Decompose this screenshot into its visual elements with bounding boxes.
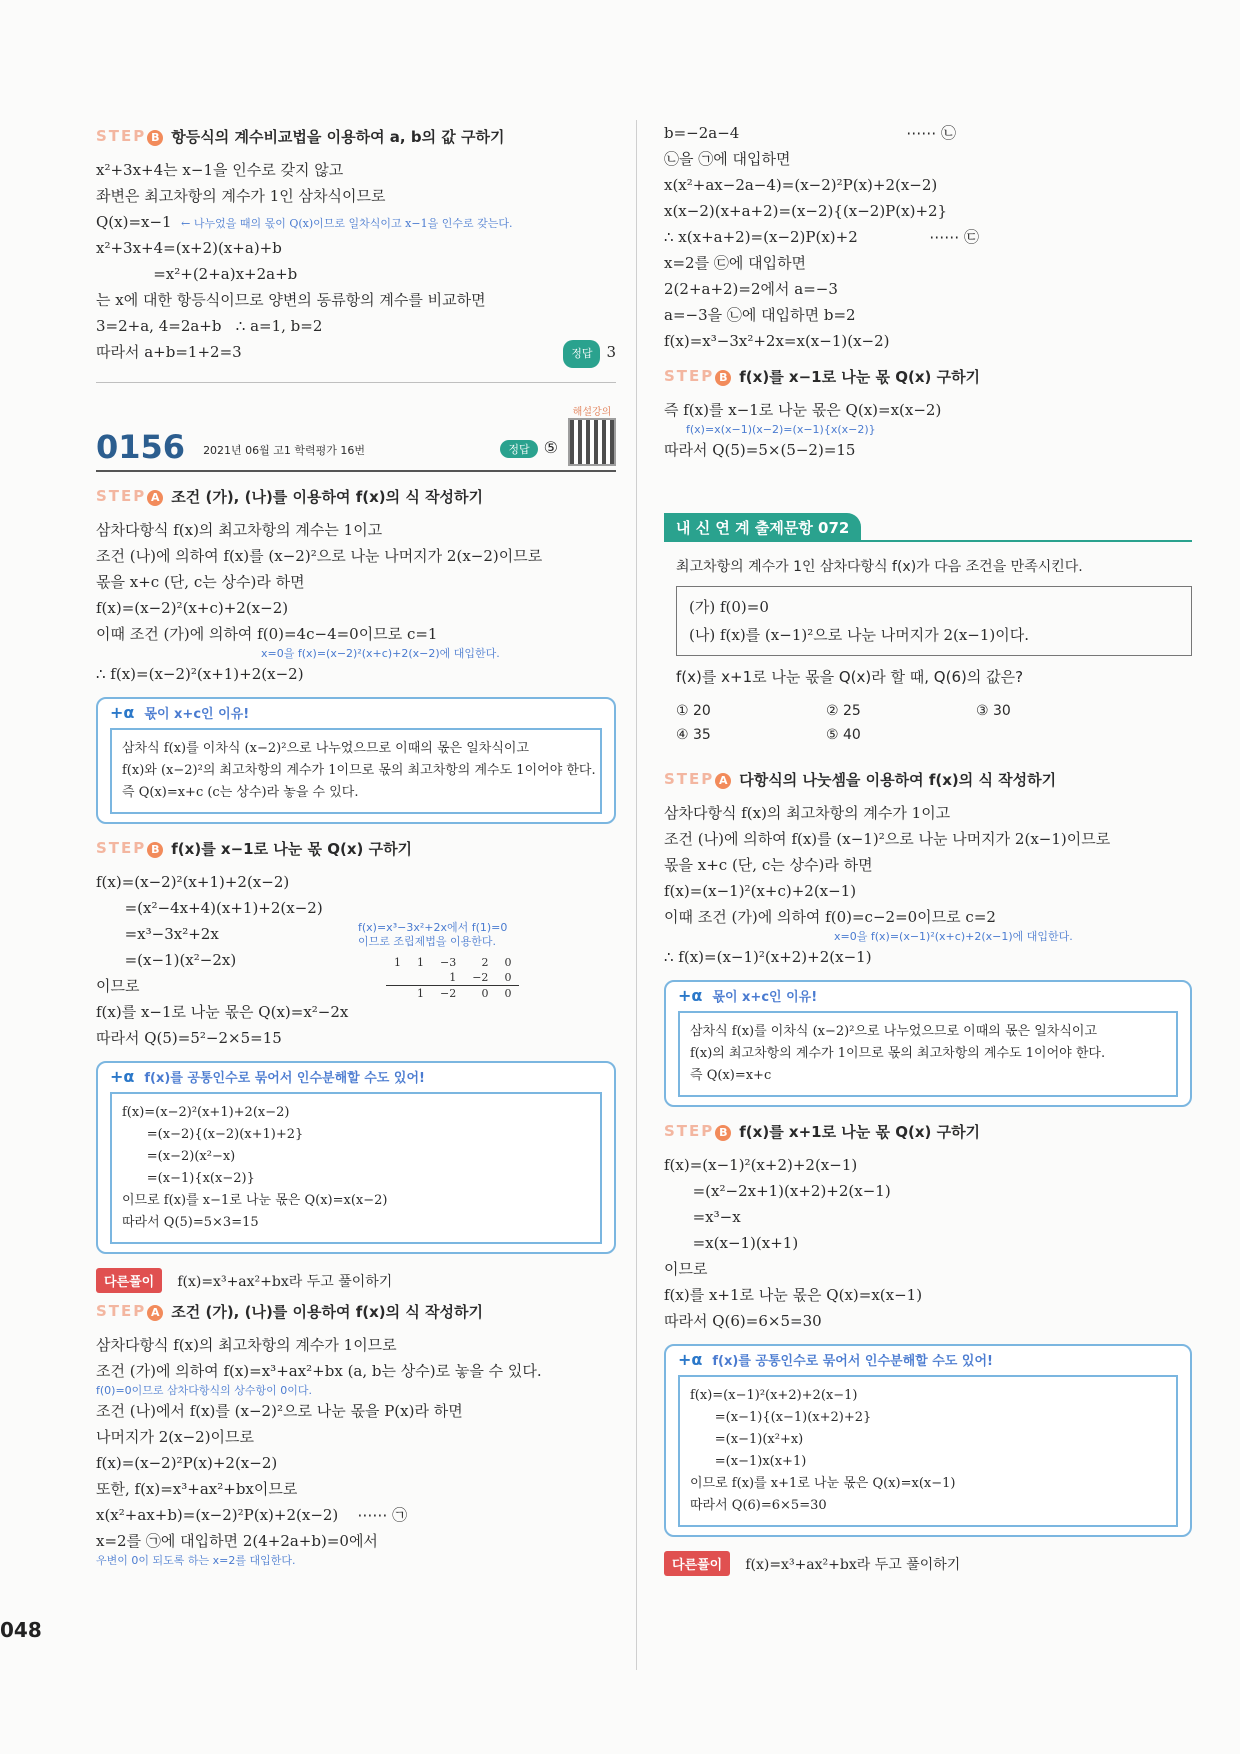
- step-tag: STEP B: [664, 367, 731, 386]
- tip-box: [96, 1061, 616, 1254]
- solution-note: x=0을 f(x)=(x−1)²(x+c)+2(x−1)에 대입한다.: [834, 930, 1073, 943]
- solution-line: 이므로: [96, 977, 140, 995]
- right-column: [664, 120, 1192, 1590]
- solution-line: 몫을 x+c (단, c는 상수)라 하면: [96, 573, 305, 591]
- prev-note: ← 나누었을 때의 몫이 Q(x)이므로 일차식이고 x−1을 인수로 갖는다.: [181, 217, 513, 230]
- alt-solution-header: [96, 1268, 616, 1293]
- solution-line: ∴ f(x)=(x−1)²(x+2)+2(x−1): [664, 948, 872, 966]
- tip-head: +α f(x)를 공통인수로 묶어서 인수분해할 수도 있어!: [110, 1067, 425, 1086]
- solution-line: f(x)=(x−2)²P(x)+2(x−2): [96, 1454, 278, 1472]
- solution-line: =(x²−4x+4)(x+1)+2(x−2): [96, 899, 323, 917]
- step-tag: STEP A: [96, 1302, 163, 1321]
- solution-line: f(x)=(x−1)²(x+2)+2(x−1): [664, 1156, 858, 1174]
- solution-line: 이므로: [664, 1260, 708, 1278]
- solution-line: 삼차다항식 f(x)의 최고차항의 계수가 1이고: [664, 804, 951, 822]
- step-title: 조건 (가), (나)를 이용하여 f(x)의 식 작성하기: [171, 1303, 483, 1321]
- alt-step-a-header: [96, 1301, 616, 1322]
- solution-line: 따라서 Q(5)=5×(5−2)=15: [664, 441, 856, 459]
- column-divider: [636, 120, 637, 1670]
- solution-line: 2(2+a+2)=2에서 a=−3: [664, 280, 838, 298]
- alt-title: f(x)=x³+ax²+bx라 두고 풀이하기: [177, 1274, 393, 1290]
- solution-line: b=−2a−4 ⋯⋯ ㉡: [664, 124, 956, 142]
- plus-alpha-icon: +α: [110, 703, 135, 722]
- prev-line: 는 x에 대한 항등식이므로 양변의 동류항의 계수를 비교하면: [96, 291, 486, 309]
- solution-line: f(x)를 x+1로 나눈 몫은 Q(x)=x(x−1): [664, 1286, 923, 1304]
- solution-note: f(0)=0이므로 삼차다항식의 상수항이 0이다.: [96, 1384, 313, 1397]
- solution-line: =x³−3x²+2x: [96, 925, 219, 943]
- problem-header: [96, 403, 616, 472]
- prev-line: 3=2+a, 4=2a+b ∴ a=1, b=2: [96, 317, 323, 335]
- problem-source: 2021년 06월 고1 학력평가 16번: [203, 444, 366, 457]
- tip-box: [96, 697, 616, 824]
- tip-body: f(x)=(x−1)²(x+2)+2(x−1) =(x−1){(x−1)(x+2)+2} =(x−1)(x²+x) =(x−1)x(x+1) 이므로 f(x)를 x+1로 나눈 몫은 Q(x)=x(x−1) 따라서 Q(6)=6×5=30: [678, 1375, 1178, 1527]
- solution-line: x=2를 ㉢에 대입하면: [664, 254, 807, 272]
- solution-line: =x³−x: [664, 1208, 741, 1226]
- solution-line: =(x−1)(x²−2x): [96, 951, 237, 969]
- choice[interactable]: ③ 30: [976, 703, 1011, 719]
- step-a-header: [96, 486, 616, 507]
- step-title: f(x)를 x−1로 나눈 몫 Q(x) 구하기: [171, 840, 413, 858]
- tip-body: 삼차식 f(x)를 이차식 (x−2)²으로 나누었으므로 이때의 몫은 일차식이고 f(x)와 (x−2)²의 최고차항의 계수가 1이므로 몫의 최고차항의 계수도 1이어야 한다. 즉 Q(x)=x+c (c는 상수)라 놓을 수 있다.: [110, 728, 602, 814]
- solution-line: 조건 (나)에 의하여 f(x)를 (x−1)²으로 나눈 나머지가 2(x−1)이므로: [664, 830, 1111, 848]
- solution-line: 삼차다항식 f(x)의 최고차항의 계수는 1이고: [96, 521, 383, 539]
- answer-choices: [676, 699, 1192, 747]
- solution-line: f(x)=x³−3x²+2x=x(x−1)(x−2): [664, 332, 890, 350]
- solution-line: ∴ f(x)=(x−2)²(x+1)+2(x−2): [96, 665, 304, 683]
- step-b-header: [664, 366, 1192, 387]
- solution-line: 이때 조건 (가)에 의하여 f(0)=4c−4=0이므로 c=1: [96, 625, 438, 643]
- solution-line: 이때 조건 (가)에 의하여 f(0)=c−2=0이므로 c=2: [664, 908, 996, 926]
- answer-badge: 정답 3: [563, 339, 616, 368]
- answer-badge: 정답 ⑤: [500, 438, 558, 458]
- solution-line: 따라서 Q(6)=6×5=30: [664, 1312, 822, 1330]
- page-number: 048: [0, 1618, 42, 1642]
- solution-line: 삼차다항식 f(x)의 최고차항의 계수가 1이므로: [96, 1336, 397, 1354]
- step-title: f(x)를 x−1로 나눈 몫 Q(x) 구하기: [739, 368, 981, 386]
- solution-line: f(x)=(x−2)²(x+1)+2(x−2): [96, 873, 290, 891]
- related-ask: f(x)를 x+1로 나눈 몫을 Q(x)라 할 때, Q(6)의 값은?: [676, 668, 1024, 686]
- tip-box: [664, 980, 1192, 1107]
- solution-line: 조건 (나)에서 f(x)를 (x−2)²으로 나눈 몫을 P(x)라 하면: [96, 1402, 463, 1420]
- prev-line: x²+3x+4는 x−1을 인수로 갖지 않고: [96, 161, 344, 179]
- prev-step-b-header: [96, 126, 616, 147]
- step-tag: STEP B: [96, 839, 163, 858]
- step-title: 다항식의 나눗셈을 이용하여 f(x)의 식 작성하기: [739, 771, 1057, 789]
- related-label: 내 신 연 계 출제문항 072: [664, 513, 861, 542]
- section-rule: [96, 382, 616, 383]
- related-problem-header: [664, 513, 1192, 542]
- solution-note: x=0을 f(x)=(x−2)²(x+c)+2(x−2)에 대입한다.: [261, 647, 500, 660]
- conditions-box: (가) f(0)=0 (나) f(x)를 (x−1)²으로 나눈 나머지가 2(x−1)이다.: [676, 586, 1192, 656]
- tip-head: +α 몫이 x+c인 이유!: [110, 703, 250, 722]
- alt-label: 다른풀이: [96, 1268, 162, 1293]
- step-title: f(x)를 x+1로 나눈 몫 Q(x) 구하기: [739, 1123, 981, 1141]
- solution-line: 나머지가 2(x−2)이므로: [96, 1428, 255, 1446]
- solution-line: f(x)=(x−2)²(x+c)+2(x−2): [96, 599, 289, 617]
- solution-note: f(x)=x(x−1)(x−2)=(x−1){x(x−2)}: [686, 423, 876, 436]
- solution-line: 조건 (가)에 의하여 f(x)=x³+ax²+bx (a, b는 상수)로 놓을 수 있다.: [96, 1362, 542, 1380]
- step-tag: STEP A: [664, 770, 731, 789]
- problem-number: 0156: [96, 428, 186, 466]
- choice[interactable]: ⑤ 40: [826, 727, 861, 743]
- solution-line: 조건 (나)에 의하여 f(x)를 (x−2)²으로 나눈 나머지가 2(x−2)이므로: [96, 547, 543, 565]
- solution-line: ㉡을 ㉠에 대입하면: [664, 150, 791, 168]
- solution-line: =(x²−2x+1)(x+2)+2(x−1): [664, 1182, 891, 1200]
- step-tag: STEP B: [664, 1122, 731, 1141]
- solution-line: x=2를 ㉠에 대입하면 2(4+2a+b)=0에서: [96, 1532, 378, 1550]
- alt-solution-header: [664, 1551, 1192, 1576]
- solution-line: 또한, f(x)=x³+ax²+bx이므로: [96, 1480, 298, 1498]
- prev-line: 좌변은 최고차항의 계수가 1인 삼차식이므로: [96, 187, 386, 205]
- alt-title: f(x)=x³+ax²+bx라 두고 풀이하기: [745, 1557, 961, 1573]
- solution-line: x(x²+ax−2a−4)=(x−2)²P(x)+2(x−2): [664, 176, 938, 194]
- plus-alpha-icon: +α: [678, 986, 703, 1005]
- tip-body: 삼차식 f(x)를 이차식 (x−2)²으로 나누었으므로 이때의 몫은 일차식이고 f(x)의 최고차항의 계수가 1이므로 몫의 최고차항의 계수도 1이어야 한다. 즉 Q(x)=x+c: [678, 1011, 1178, 1097]
- plus-alpha-icon: +α: [678, 1350, 703, 1369]
- left-column: [96, 120, 616, 1568]
- solution-line: 즉 f(x)를 x−1로 나눈 몫은 Q(x)=x(x−2): [664, 401, 942, 419]
- solution-note: 우변이 0이 되도록 하는 x=2를 대입한다.: [96, 1554, 296, 1567]
- step-b-header: [96, 838, 616, 859]
- solution-line: 따라서 Q(5)=5²−2×5=15: [96, 1029, 282, 1047]
- choice[interactable]: ② 25: [826, 703, 861, 719]
- solution-line: =x(x−1)(x+1): [664, 1234, 799, 1252]
- solution-line: x(x²+ax+b)=(x−2)²P(x)+2(x−2) ⋯⋯ ㉠: [96, 1506, 408, 1524]
- solution-line: a=−3을 ㉡에 대입하면 b=2: [664, 306, 856, 324]
- solution-line: f(x)를 x−1로 나눈 몫은 Q(x)=x²−2x: [96, 1003, 349, 1021]
- synthetic-division: 1 1 −3 2 0 1 −2 0 1 −2 0 0: [386, 955, 519, 1001]
- solution-note: f(x)=x³−3x²+2x에서 f(1)=0 이므로 조립제법을 이용한다.: [358, 921, 508, 948]
- step-b-body: [96, 869, 616, 1051]
- prev-line: Q(x)=x−1 ← 나누었을 때의 몫이 Q(x)이므로 일차식이고 x−1을 인수로 갖는다.: [96, 213, 513, 231]
- plus-alpha-icon: +α: [110, 1067, 135, 1086]
- solution-line: ∴ x(x+a+2)=(x−2)P(x)+2 ⋯⋯ ㉢: [664, 228, 980, 246]
- step-tag: STEP A: [96, 487, 163, 506]
- solution-line: f(x)=(x−1)²(x+c)+2(x−1): [664, 882, 857, 900]
- tip-box: [664, 1344, 1192, 1537]
- step-b-header: [664, 1121, 1192, 1142]
- prev-line: x²+3x+4=(x+2)(x+a)+b: [96, 239, 282, 257]
- solution-line: 몫을 x+c (단, c는 상수)라 하면: [664, 856, 873, 874]
- tip-head: +α 몫이 x+c인 이유!: [678, 986, 818, 1005]
- tip-head: +α f(x)를 공통인수로 묶어서 인수분해할 수도 있어!: [678, 1350, 993, 1369]
- step-a-header: [664, 769, 1192, 790]
- prev-line: 따라서 a+b=1+2=3 정답 3: [96, 339, 616, 368]
- step-title: 항등식의 계수비교법을 이용하여 a, b의 값 구하기: [171, 128, 505, 146]
- tip-body: f(x)=(x−2)²(x+1)+2(x−2) =(x−2){(x−2)(x+1)+2} =(x−2)(x²−x) =(x−1){x(x−2)} 이므로 f(x)를 x−1로 나눈 몫은 Q(x)=x(x−2) 따라서 Q(5)=5×3=15: [110, 1092, 602, 1244]
- prev-line: =x²+(2+a)x+2a+b: [96, 265, 298, 283]
- choice[interactable]: ④ 35: [676, 727, 711, 743]
- step-title: 조건 (가), (나)를 이용하여 f(x)의 식 작성하기: [171, 488, 483, 506]
- qr-code-icon[interactable]: [568, 418, 616, 466]
- choice[interactable]: ① 20: [676, 703, 711, 719]
- step-tag: STEP B: [96, 127, 163, 146]
- alt-label: 다른풀이: [664, 1551, 730, 1576]
- lecture-label: 해설강의: [572, 407, 612, 418]
- related-question: 최고차항의 계수가 1인 삼차다항식 f(x)가 다음 조건을 만족시킨다.: [676, 559, 1083, 575]
- solution-line: x(x−2)(x+a+2)=(x−2){(x−2)P(x)+2}: [664, 202, 948, 220]
